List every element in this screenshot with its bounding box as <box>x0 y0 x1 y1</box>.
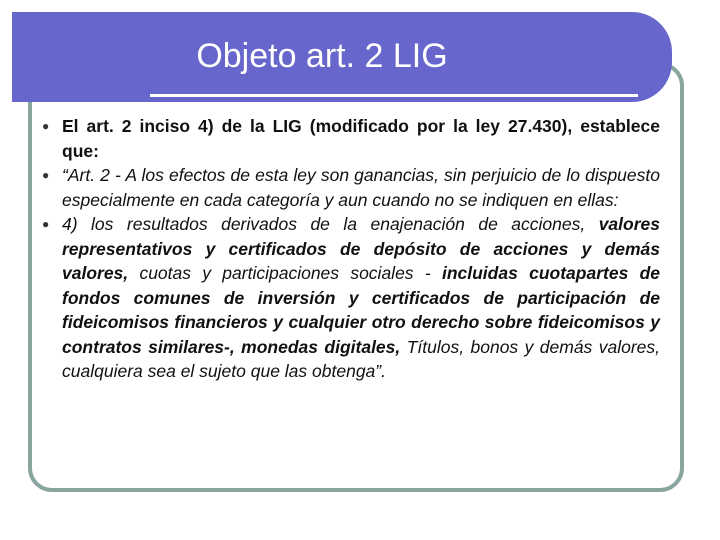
bullet-list <box>42 114 661 384</box>
bullet-icon: ● <box>42 217 50 231</box>
list-item <box>42 114 660 163</box>
item-2-text: “Art. 2 - A los efectos de esta ley son ganancias, sin perjuicio de lo dispuesto especialmente en cada categoría y aun cuando no se indiquen en ellas: <box>62 165 660 210</box>
item-3-text-run-4: incluidas cuotapartes de fondos comunes de inversión y certificados de participación de fideicomisos financieros y cualquier otro derecho sobre fideicomisos y contratos similares-, monedas digitales, <box>62 263 661 357</box>
slide-title: Objeto art. 2 LIG <box>196 37 448 75</box>
item-3-text-run-5: Títulos, bonos y demás valores, cualquiera sea el sujeto que las obtenga”. <box>62 336 660 381</box>
item-3-text-run-2: valores representativos y certificados de depósito de acciones y demás valores, <box>62 214 660 283</box>
list-item <box>42 163 660 212</box>
bullet-icon: ● <box>42 119 50 133</box>
item-3-text-run-1: 4) los resultados derivados de la enajenación de acciones, <box>62 214 599 234</box>
item-1-text: El art. 2 inciso 4) de la LIG (modificado por la ley 27.430), establece que: <box>62 116 660 161</box>
list-item <box>42 212 661 384</box>
bullet-icon: ● <box>42 168 50 182</box>
item-3-text-run-3: cuotas y participaciones sociales - <box>128 263 431 283</box>
title-underline <box>150 94 638 97</box>
title-bar <box>12 12 672 102</box>
